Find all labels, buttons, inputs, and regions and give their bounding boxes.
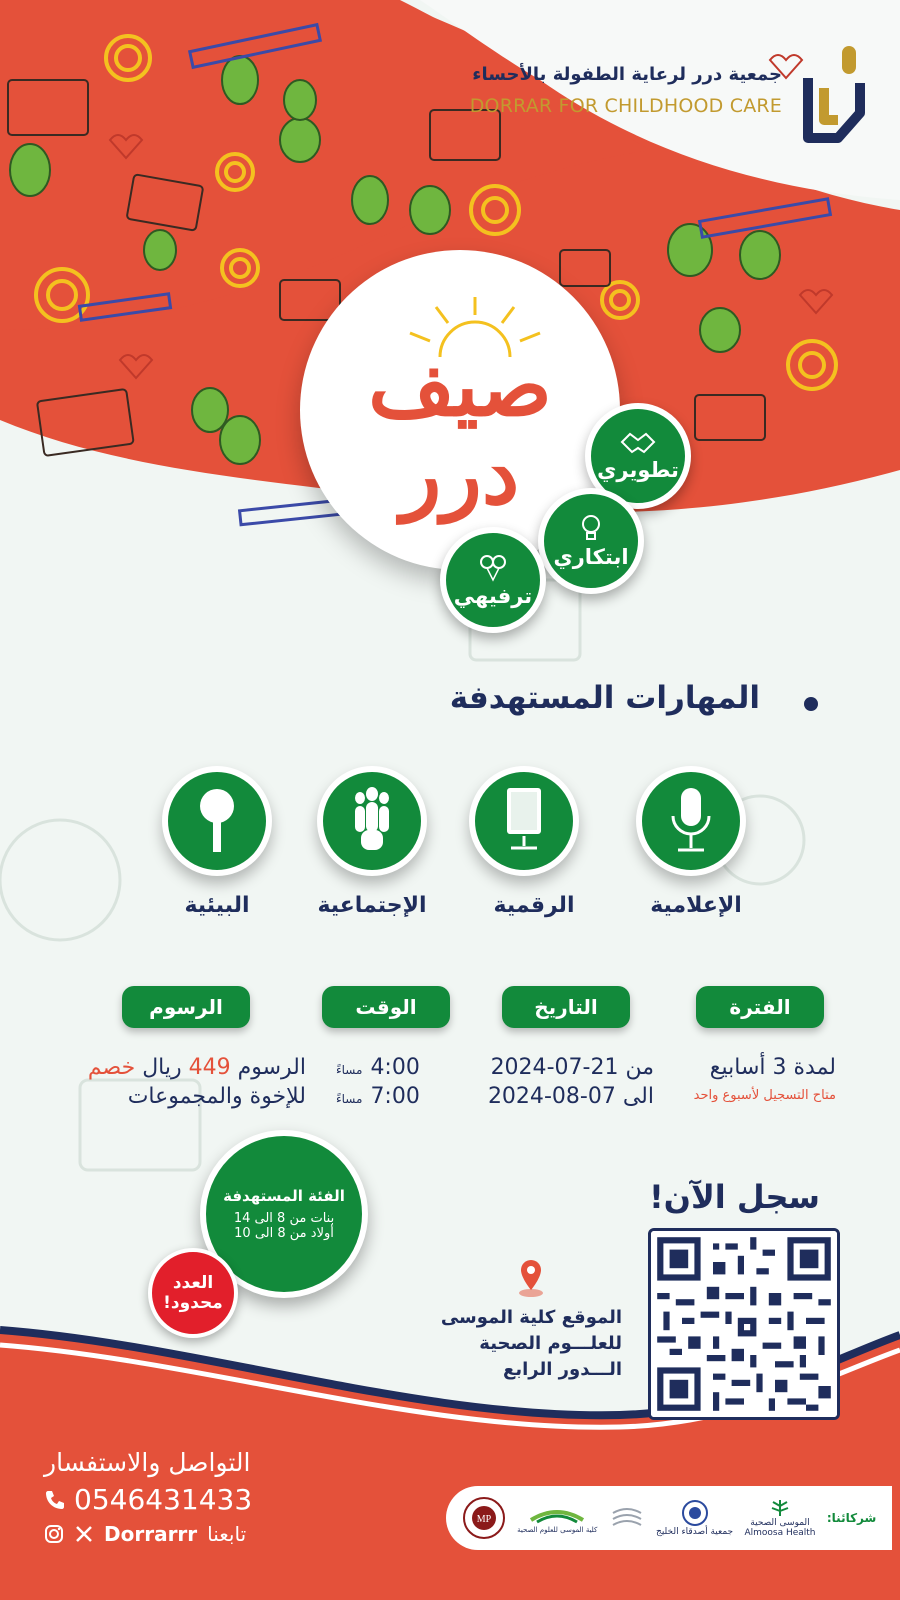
time-end: 7:00: [370, 1084, 420, 1109]
hero-title-line2: درر: [400, 424, 520, 523]
almoosa-health-logo: [767, 1498, 793, 1518]
org-name-en: DORRAR FOR CHILDHOOD CARE: [469, 95, 782, 117]
tag-entertaining-label: ترفيهي: [453, 584, 533, 608]
partner-almoosa-health-en: Almoosa Health: [744, 1528, 816, 1538]
phone-number[interactable]: 0546431433: [74, 1483, 253, 1516]
limited-seats-badge: [148, 1248, 238, 1338]
partner-gulf-friends-ar: جمعية أصدقاء الخليج: [656, 1527, 734, 1537]
hero-title-line1: صيف: [368, 336, 552, 435]
target-title: الفئة المستهدفة: [223, 1187, 345, 1205]
tag-innovative-label: ابتكاري: [553, 545, 629, 569]
x-icon[interactable]: [74, 1524, 94, 1544]
follow-label: تابعنا: [207, 1522, 247, 1546]
handshake-icon: [620, 430, 656, 456]
people-icon: [347, 786, 397, 856]
partner-almoosa-health: [744, 1498, 815, 1538]
fees-discount: خصم: [87, 1055, 136, 1080]
phone-row[interactable]: [44, 1483, 252, 1516]
hero-title: [330, 336, 590, 523]
microphone-icon: [668, 786, 714, 856]
location-line3: الـــدور الرابع: [503, 1359, 622, 1380]
partner-almoosa-health-ar: الموسى الصحية: [750, 1518, 810, 1528]
time-end-suffix: مساءً: [336, 1092, 363, 1106]
partner-almoosa-college-ar: كلية الموسى للعلوم الصحية: [517, 1526, 598, 1534]
tag-entertaining: [440, 527, 546, 633]
lightbulb-icon: [579, 513, 603, 543]
tag-innovative: [538, 488, 644, 594]
skills-title: المهارات المستهدفة: [449, 680, 760, 716]
date-to: الى 07-08-2024: [487, 1084, 654, 1109]
period-note: متاح التسجيل لأسبوع واحد: [693, 1088, 836, 1103]
tablet-icon: [501, 786, 547, 856]
limited-line2: محدود!: [163, 1293, 223, 1313]
time-end-row: [336, 1084, 420, 1109]
target-boys: أولاد من 8 الى 10: [234, 1226, 334, 1241]
instagram-icon[interactable]: [44, 1524, 64, 1544]
social-handle[interactable]: Dorrarrr: [104, 1522, 198, 1546]
tree-icon: [194, 786, 240, 856]
target-girls: بنات من 8 الى 14: [233, 1211, 335, 1226]
registration-qr-code[interactable]: [648, 1228, 840, 1420]
phone-icon: [44, 1489, 66, 1511]
skill-media: [636, 766, 746, 876]
fees-amount: 449: [188, 1055, 231, 1080]
partner-gulf-friends: [656, 1499, 733, 1537]
almoosa-college-logo: [527, 1502, 587, 1526]
location-line2: للعلـــوم الصحية: [479, 1333, 622, 1354]
section-bullet: [804, 697, 818, 711]
almoosa-pastry-logo: [462, 1496, 506, 1540]
skill-environmental-label: البيئية: [184, 893, 250, 918]
skill-digital: [469, 766, 579, 876]
location-pin-icon: [515, 1258, 547, 1298]
tag-developmental-label: تطويري: [597, 458, 679, 482]
skill-social: [317, 766, 427, 876]
date-from: من 21-07-2024: [490, 1055, 654, 1080]
svg-text:MP: MP: [476, 1514, 491, 1525]
skill-media-label: الإعلامية: [650, 893, 742, 918]
partner-almoosa-college: [517, 1502, 597, 1534]
gulf-friends-logo: [681, 1499, 709, 1527]
partner-swirl: [609, 1505, 645, 1531]
fees-currency: ريال: [142, 1055, 182, 1080]
fees-line1: [88, 1055, 306, 1080]
partner-almoosa-pastry: [462, 1496, 506, 1540]
swirl-logo: [609, 1505, 645, 1531]
partners-bar: [446, 1486, 892, 1550]
location-line1: الموقع كلية الموسى: [440, 1307, 622, 1328]
fees-prefix: الرسوم: [237, 1055, 306, 1080]
limited-line1: العدد: [172, 1273, 214, 1293]
register-now-label: سجل الآن!: [649, 1178, 820, 1216]
partners-label: شركائنا:: [826, 1511, 877, 1525]
pill-time: الوقت: [322, 986, 450, 1028]
pill-fees: الرسوم: [122, 986, 250, 1028]
skill-digital-label: الرقمية: [493, 893, 575, 918]
org-name-ar: جمعية درر لرعاية الطفولة بالأحساء: [472, 64, 782, 85]
time-start: 4:00: [370, 1055, 420, 1080]
fees-line2: للإخوة والمجموعات: [127, 1084, 306, 1109]
follow-row: [44, 1522, 246, 1546]
location-text: [422, 1305, 622, 1383]
time-start-row: [336, 1055, 420, 1080]
dorrar-logo: [798, 38, 870, 148]
pill-date: التاريخ: [502, 986, 630, 1028]
time-start-suffix: مساءً: [336, 1063, 363, 1077]
period-value: لمدة 3 أسابيع: [709, 1055, 836, 1080]
balloons-icon: [478, 552, 508, 582]
skill-environmental: [162, 766, 272, 876]
pill-period: الفترة: [696, 986, 824, 1028]
skill-social-label: الإجتماعية: [317, 893, 427, 918]
contact-title: التواصل والاستفسار: [44, 1448, 251, 1477]
